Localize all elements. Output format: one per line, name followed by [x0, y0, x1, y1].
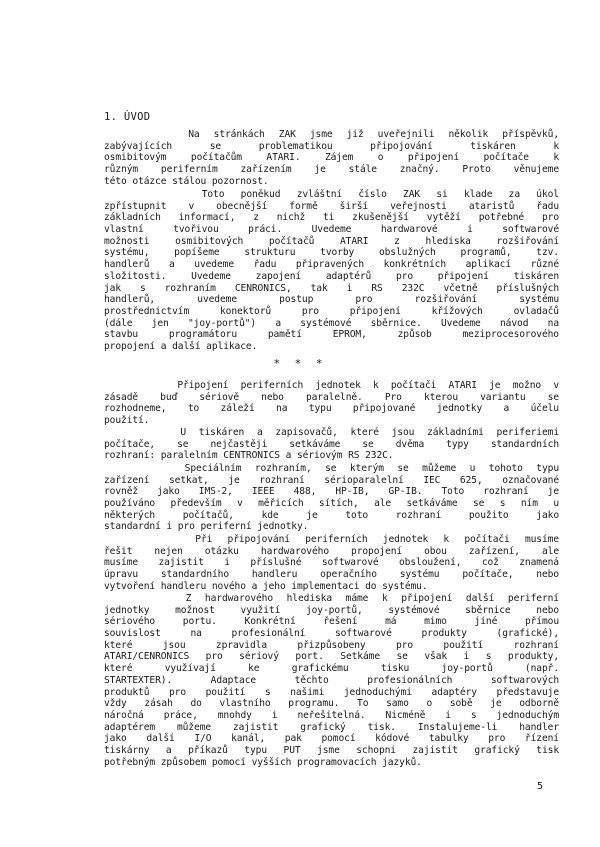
- text-line: počítače, se nejčastěji setkáváme se dvěma typy standardních: [104, 438, 559, 450]
- text-line: zpřístupnit v obecnější formě širší veřejnosti ataristů řadu: [104, 200, 559, 212]
- text-line: zabývajících se problematikou připojování tiskáren k: [104, 140, 559, 152]
- text-line: handlerů a uvedeme řadu připravených konkrétních aplikací různé: [104, 259, 559, 271]
- text-line: sériového portu. Konkrétní řešení má mimo jiné přímou: [104, 616, 559, 628]
- section-separator: * * *: [273, 357, 327, 370]
- text-line: souvislost na profesionální softwarové produkty (grafické),: [104, 628, 559, 640]
- text-line: osmibitovým počítačům ATARI. Zájem o připojení počítače k: [104, 152, 559, 164]
- text-line: úpravu standardního handleru operačního systému počítače, nebo: [104, 569, 559, 581]
- text-line: vlastní tvořivou práci. Uvedeme hardwarové i softwarové: [104, 224, 559, 236]
- text-line: vždy zásah do vlastního programu. To samo o sobě je odborně: [104, 698, 559, 710]
- text-line: Speciálním rozhraním, se kterým se můžeme u tohoto typu: [104, 463, 559, 474]
- paragraph-6: [104, 534, 559, 592]
- paragraph-5: [104, 463, 559, 533]
- text-line: ATARI/CENRONICS pro sériový port. Setkáme se však i s produkty,: [104, 651, 559, 663]
- page-number: 5: [537, 781, 544, 792]
- text-line: stavbu programátoru pamětí EPROM, způsob meziprocesorového: [104, 329, 559, 341]
- text-line: jak s rozhraním CENRONICS, tak i RS 232C včetně příslušných: [104, 282, 559, 294]
- text-line: produktů pro použití s našimi jednoduchými adaptéry představuje: [104, 686, 559, 698]
- text-line: základních informací, z nichž ti zkušenější vytěží potřebné pro: [104, 212, 559, 224]
- text-line: propojení a další aplikace.: [104, 340, 258, 352]
- text-line: rovněž jako IMS-2, IEEE 488, HP-IB, GP-IB. Toto rozhraní je: [104, 486, 559, 498]
- text-line: Toto poněkud zvláštní číslo ZAK si klade za úkol: [104, 189, 559, 200]
- text-line: zařízení setkat, je rozhraní sérioparalelní IEC 625, označované: [104, 474, 559, 486]
- text-line: rozhodneme, to záleží na typu připojované jednotky a účelu: [104, 403, 559, 415]
- paragraph-4: [104, 427, 559, 462]
- text-line: zásadě buď sériově nebo paralelně. Pro kterou variantu se: [104, 391, 559, 403]
- text-line: vytvoření handleru nového a jeho implementaci do systému.: [104, 580, 428, 592]
- text-line: používáno především v měřicích sítích, ale setkáváme se s ním u: [104, 498, 559, 510]
- text-line: handlerů, uvedeme postup pro rozšiřování systému: [104, 294, 559, 306]
- section-heading: 1. ÚVOD: [104, 111, 151, 123]
- text-line: některých počítačů, kde je toto rozhraní použito jako: [104, 509, 559, 521]
- text-line: náročná práce, mnohdy i neřešitelná. Nicméně i s jednoduchým: [104, 709, 559, 721]
- text-line: musíme zajistit i příslušné softwarové obsloužení, což znamená: [104, 557, 559, 569]
- text-line: Při připojování periferních jednotek k počítači musíme: [104, 534, 559, 545]
- paragraph-3: [104, 380, 559, 427]
- text-line: použití.: [104, 415, 150, 427]
- text-line: (dále jen "joy-portů") a systémové sběrnice. Uvedeme návod na: [104, 317, 559, 329]
- text-line: potřebným způsobem pomocí vyšších programovacích jazyků.: [104, 756, 422, 768]
- text-line: které využívají ke grafickému tisku joy-portů (např.: [104, 663, 559, 675]
- text-line: jednotky možnost využití joy-portů, systémové sběrnice nebo: [104, 604, 559, 616]
- text-line: této otázce stálou pozornost.: [104, 175, 269, 187]
- text-line: tiskárny a příkazů typu PUT jsme schopni zajistit grafický tisk: [104, 744, 559, 756]
- text-line: Na stránkách ZAK jsme již uveřejnili několik příspěvků,: [104, 129, 559, 140]
- text-line: různým periferním zařízením je stále značný. Proto věnujeme: [104, 164, 559, 176]
- paragraph-2: [104, 189, 559, 353]
- text-line: možnosti osmibitových počítačů ATARI z hlediska rozšiřování: [104, 235, 559, 247]
- text-line: řešit nejen otázku hardwarového propojení obou zařízení, ale: [104, 545, 559, 557]
- paragraph-1: [104, 129, 559, 187]
- text-line: STARTEXTER). Adaptace těchto profesionálních softwarových: [104, 674, 559, 686]
- paragraph-7: [104, 593, 559, 768]
- text-line: jako další I/O kanál, pak pomocí kódové tabulky pro řízení: [104, 733, 559, 745]
- text-line: prostřednictvím konektorů pro připojení křížových ovladačů: [104, 305, 559, 317]
- text-line: Připojení periferních jednotek k počítači ATARI je možno v: [104, 380, 559, 391]
- text-line: systému, popíšeme strukturu tvorby obslužných programů, tzv.: [104, 247, 559, 259]
- text-line: které jsou zpravidla přizpůsobeny pro použití rozhraní: [104, 639, 559, 651]
- text-line: Z hardwarového hlediska máme k připojení další periferní: [104, 593, 559, 604]
- text-line: adaptérem můžeme zajistit grafický tisk. Instalujeme-li handler: [104, 721, 559, 733]
- text-line: rozhraní: paralelním CENTRONICS a sériovým RS 232C.: [104, 450, 394, 462]
- text-line: standardní i pro periferní jednotky.: [104, 521, 309, 533]
- text-line: U tiskáren a zapisovačů, které jsou základními periferiemi: [104, 427, 559, 438]
- text-line: složitosti. Uvedeme zapojení adaptérů pro připojení tiskáren: [104, 270, 559, 282]
